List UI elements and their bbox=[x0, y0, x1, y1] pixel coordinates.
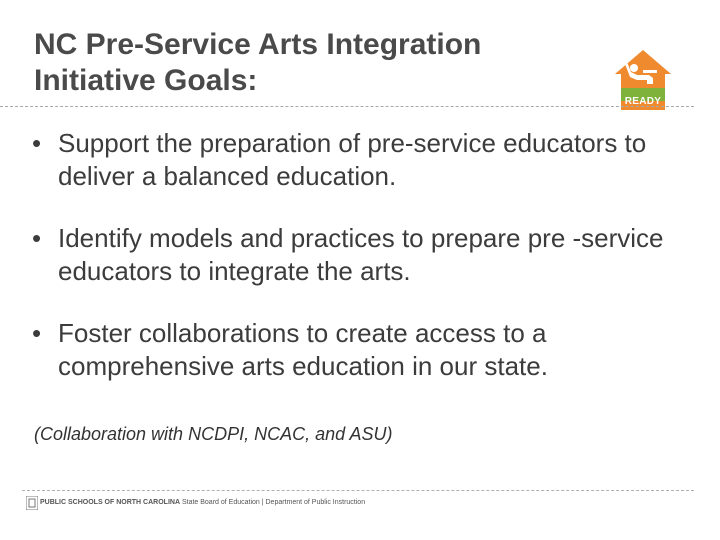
bullet-icon: • bbox=[32, 223, 42, 253]
list-item bbox=[32, 222, 692, 288]
goal-list bbox=[32, 127, 692, 412]
title-divider bbox=[0, 106, 694, 107]
footer-org bbox=[40, 498, 365, 508]
footer-divider bbox=[22, 490, 694, 491]
bullet-icon: • bbox=[32, 128, 42, 158]
slide-title bbox=[34, 27, 594, 99]
list-item bbox=[32, 127, 692, 193]
footer-org-sub: State Board of Education | Department of Public Instruction bbox=[181, 499, 366, 506]
collaboration-note: (Collaboration with NCDPI, NCAC, and ASU) bbox=[34, 424, 393, 444]
bullet-text: Support the preparation of pre-service educators to deliver a balanced education. bbox=[58, 128, 647, 191]
bullet-icon: • bbox=[32, 318, 42, 348]
logo-text: READY bbox=[624, 96, 662, 107]
bullet-text: Foster collaborations to create access to a comprehensive arts education in our state. bbox=[58, 318, 548, 381]
list-item bbox=[32, 317, 692, 383]
footer-org-name: PUBLIC SCHOOLS OF NORTH CAROLINA bbox=[40, 499, 180, 506]
bullet-text: Identify models and practices to prepare pre -service educators to integrate the arts. bbox=[58, 223, 664, 286]
state-seal-icon bbox=[26, 496, 38, 510]
title-line-1: NC Pre-Service Arts Integration bbox=[34, 28, 482, 61]
title-line-2: Initiative Goals: bbox=[34, 64, 258, 97]
